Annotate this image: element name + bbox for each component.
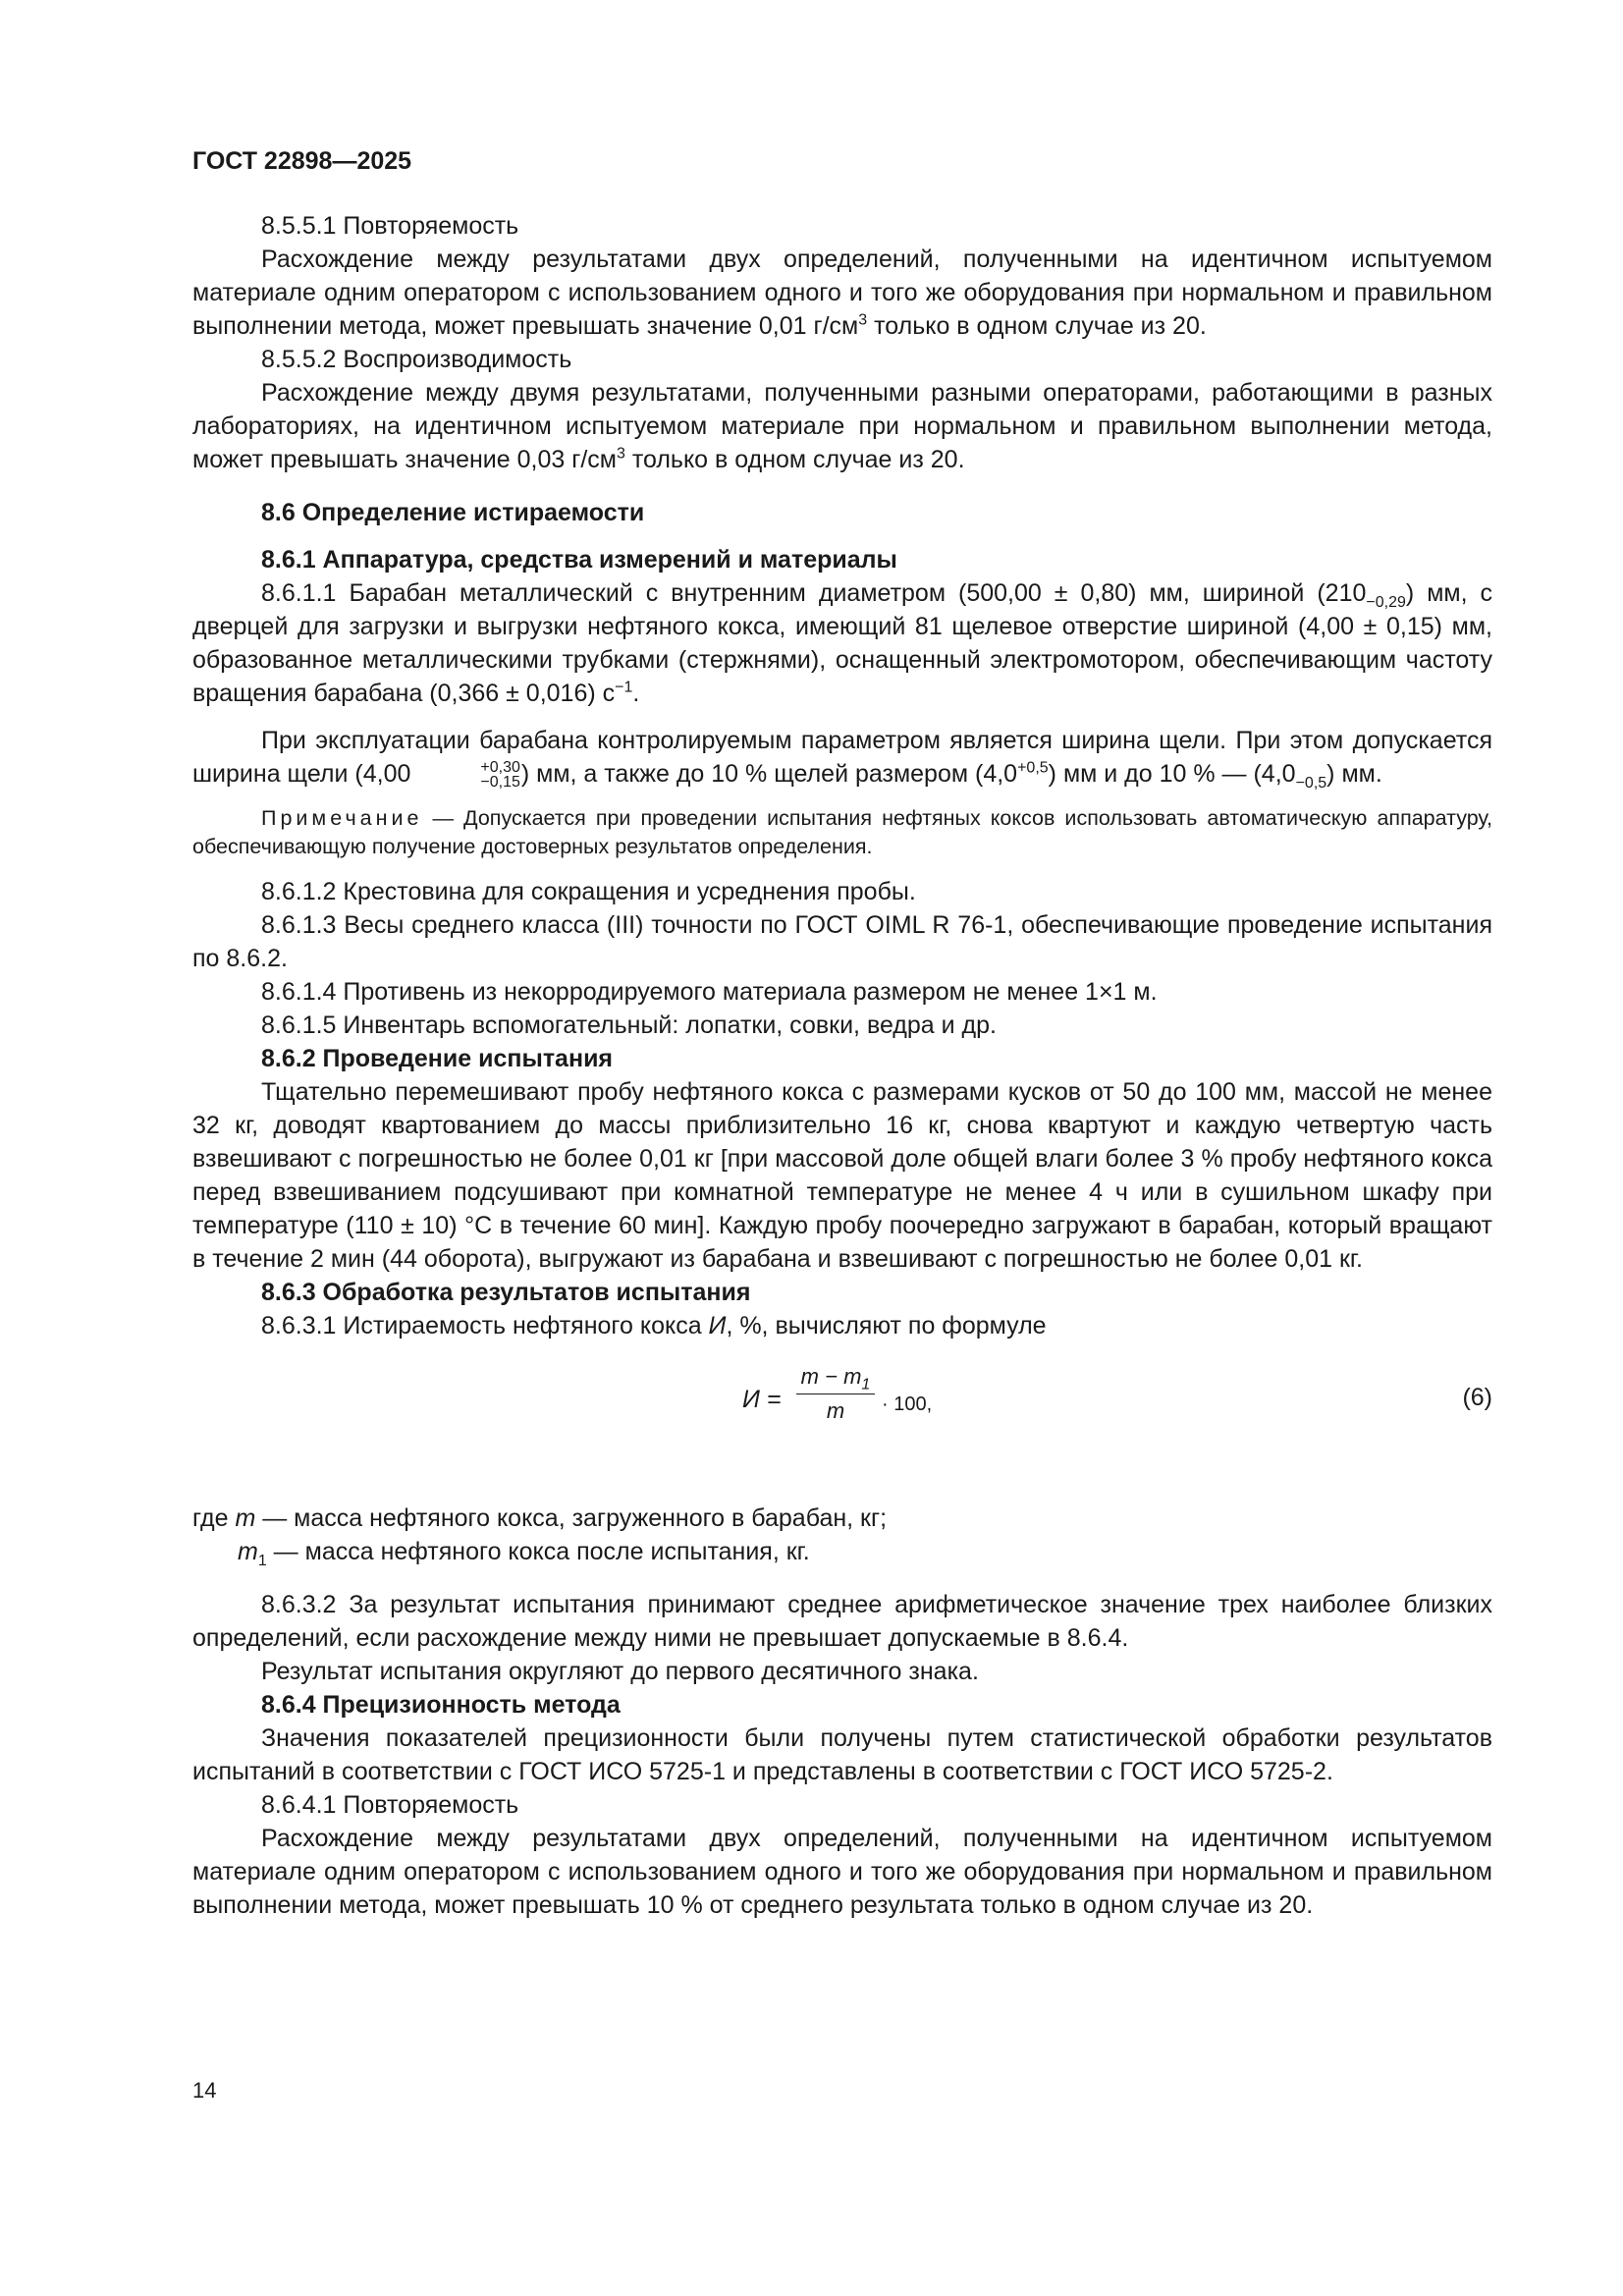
where-m1: $m_1$ — масса нефтяного кокса после испытания, кг. bbox=[238, 1538, 810, 1569]
section-8-6-1-4-text: 8.6.1.4 Противень из некорродируемого материала размером не менее 1×1 м. bbox=[261, 978, 1158, 1006]
section-8-6-4-title: 8.6.4 Прецизионность метода bbox=[261, 1691, 621, 1719]
rounding-text: Результат испытания округляют до первого десятичного знака. bbox=[261, 1658, 979, 1685]
section-8-6-4-text: Значения показателей прецизионности были получены путем статистической обработки результатов испытаний в соответствии с ГОСТ ИСО 5725-1 и представлены в соответствии с ГОСТ ИСО 5725-2. bbox=[192, 1724, 1492, 1785]
formula-denominator: m bbox=[826, 1398, 845, 1423]
document-header: ГОСТ 22898—2025 bbox=[192, 147, 412, 175]
section-8-6-1-2-text: 8.6.1.2 Крестовина для сокращения и усреднения пробы. bbox=[261, 878, 916, 905]
section-8-6-2-text: Тщательно перемешивают пробу нефтяного кокса с размерами кусков от 50 до 100 мм, массой не менее 32 кг, доводят квартованием до массы приблизительно 16 кг, снова квартуют и каждую четвертую часть взвешивают с погрешностью не более 0,01 кг [при массовой доле общей влаги более 3 % пробу нефтяного кокса перед взвешиванием подсушивают при комнатной температуре не менее 4 ч или в сушильном шкафу при температуре (110 ± 10) °С в течение 60 мин]. Каждую пробу поочередно загружают в барабан, который вращают в течение 2 мин (44 оборота), выгружают из барабана и взвешивают с погрешностью не более 0,01 кг. bbox=[192, 1078, 1492, 1273]
document-page bbox=[192, 147, 1492, 1922]
formula-fraction bbox=[796, 1364, 875, 1424]
section-8-6-4-1-text: Расхождение между результатами двух определений, полученными на идентичном испытуемом материале одним оператором с использованием одного и того же оборудования при нормальном и правильном выполнении метода, может превышать 10 % от среднего результата только в одном случае из 20. bbox=[192, 1825, 1492, 1919]
section-8-6-1-title: 8.6.1 Аппаратура, средства измерений и материалы bbox=[261, 546, 897, 574]
note-paragraph: Примечание — Допускается при проведении испытания нефтяных коксов использовать автоматическую аппаратуру, обеспечивающую получение достоверных результатов определения. bbox=[192, 806, 1492, 858]
section-8-5-5-1-title: 8.5.5.1 Повторяемость bbox=[261, 212, 519, 240]
slot-width-paragraph: При эксплуатации барабана контролируемым параметром является ширина щели. При этом допускается ширина щели (4,00 +0,30 −0,15 ) мм, а также до 10 % щелей размером $(4,0^{+0,5})$ мм и до 10 % — $(4,0_{-0,5})$ мм. bbox=[192, 727, 1492, 792]
where-m: где m — масса нефтяного кокса, загруженного в барабан, кг; bbox=[192, 1504, 888, 1532]
section-8-6-3-1-text: 8.6.3.1 Истираемость нефтяного кокса И, %, вычисляют по формуле bbox=[261, 1312, 1047, 1339]
formula-numerator: $m - m_1$ bbox=[796, 1364, 875, 1394]
section-8-6-3-title: 8.6.3 Обработка результатов испытания bbox=[261, 1279, 751, 1306]
section-8-6-1-3-text: 8.6.1.3 Весы среднего класса (III) точности по ГОСТ OIML R 76-1, обеспечивающие проведение испытания по 8.6.2. bbox=[192, 911, 1492, 972]
note-label: Примечание bbox=[261, 806, 423, 830]
formula-number: (6) bbox=[1462, 1384, 1492, 1411]
section-8-6-4-1-title: 8.6.4.1 Повторяемость bbox=[261, 1791, 519, 1819]
formula-multiplier: · 100, bbox=[882, 1394, 933, 1415]
section-8-5-5-2-text: Расхождение между двумя результатами, полученными разными операторами, работающими в разных лабораториях, на идентичном испытуемом материале при нормальном и правильном выполнении метода, может превышать значение 0,03 $г/см^3$ только в одном случае из 20. bbox=[192, 379, 1492, 473]
section-8-5-5-2-title: 8.5.5.2 Воспроизводимость bbox=[261, 346, 572, 373]
where-block bbox=[192, 1502, 1492, 1568]
formula-lhs: И = bbox=[742, 1386, 782, 1413]
section-8-6-1-5-text: 8.6.1.5 Инвентарь вспомогательный: лопатки, совки, ведра и др. bbox=[261, 1011, 997, 1039]
formula-6 bbox=[192, 1364, 1492, 1472]
section-8-6-3-2-text: 8.6.3.2 За результат испытания принимают среднее арифметическое значение трех наиболее близких определений, если расхождение между ними не превышает допускаемые в 8.6.4. bbox=[192, 1591, 1492, 1652]
section-8-5-5-1-text: Расхождение между результатами двух определений, полученными на идентичном испытуемом материале одним оператором с использованием одного и того же оборудования при нормальном и правильном выполнении метода, может превышать значение 0,01 $г/см^3$ только в одном случае из 20. bbox=[192, 246, 1492, 340]
section-8-6-title: 8.6 Определение истираемости bbox=[261, 499, 645, 526]
page-number: 14 bbox=[192, 2078, 217, 2103]
tolerance-stack: +0,30 −0,15 bbox=[480, 759, 520, 792]
section-8-6-1-1-text: 8.6.1.1 Барабан металлический с внутренним диаметром (500,00 ± 0,80) мм, шириной $(210_{-0,29})$ мм, с дверцей для загрузки и выгрузки нефтяного кокса, имеющий 81 щелевое отверстие шириной (4,00 ± 0,15) мм, образованное металлическими трубками (стержнями), оснащенный электромотором, обеспечивающим частоту вращения барабана (0,366 ± 0,016) $с^{-1}$. bbox=[192, 579, 1493, 707]
section-8-6-2-title: 8.6.2 Проведение испытания bbox=[261, 1045, 614, 1072]
